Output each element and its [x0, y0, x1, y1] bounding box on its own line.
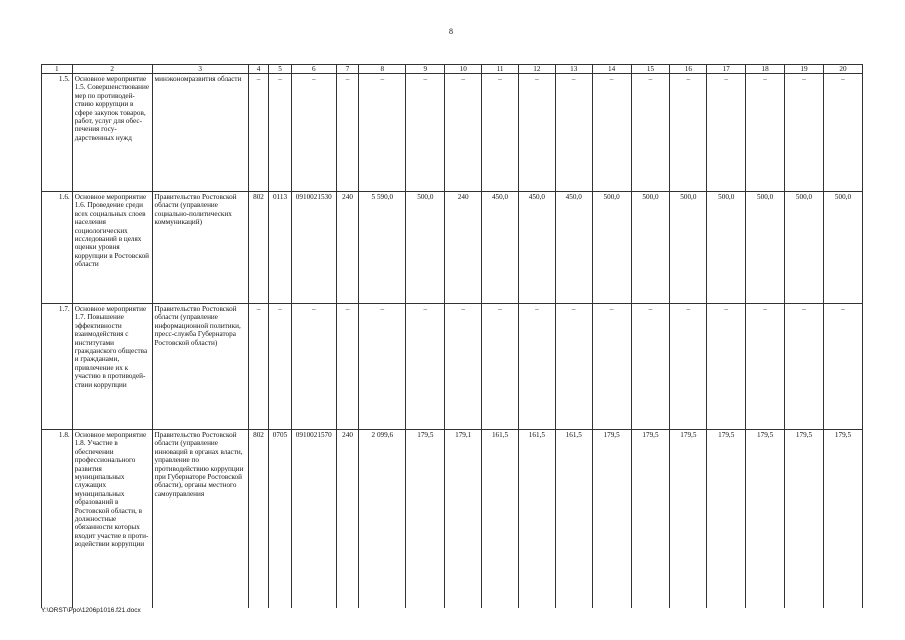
row-number: 1.7. [42, 304, 73, 430]
budget-table [41, 64, 863, 608]
value-cell: – [406, 74, 445, 192]
column-number-17: 17 [707, 65, 746, 74]
value-cell: – [336, 304, 359, 430]
page-number: 8 [449, 27, 453, 36]
column-number-10: 10 [445, 65, 482, 74]
value-cell: – [482, 304, 519, 430]
value-cell: – [518, 74, 555, 192]
responsible-executor: Правительство Ростовской области (управление информационной политики, пресс-служба Губернатора Ростовской области) [152, 304, 248, 430]
table-row [42, 74, 863, 192]
value-cell: 240 [336, 192, 359, 304]
column-number-6: 6 [291, 65, 336, 74]
value-cell: – [336, 74, 359, 192]
value-cell: 179,5 [823, 430, 862, 608]
responsible-executor: минэкономразвития области [152, 74, 248, 192]
column-number-9: 9 [406, 65, 445, 74]
value-cell: – [631, 74, 670, 192]
value-cell: – [670, 304, 707, 430]
value-cell: 5 590,0 [359, 192, 406, 304]
value-cell: 450,0 [482, 192, 519, 304]
column-number-11: 11 [482, 65, 519, 74]
value-cell: 500,0 [707, 192, 746, 304]
column-number-13: 13 [555, 65, 592, 74]
value-cell: 500,0 [406, 192, 445, 304]
column-number-4: 4 [248, 65, 268, 74]
value-cell: 179,5 [406, 430, 445, 608]
column-number-2: 2 [72, 65, 152, 74]
value-cell: 500,0 [670, 192, 707, 304]
value-cell: 0910021530 [291, 192, 336, 304]
value-cell: 179,5 [670, 430, 707, 608]
value-cell: – [746, 304, 785, 430]
file-path-footer: Y:\ORST\Ppo\1206p1016.f21.docx [41, 607, 141, 614]
row-number: 1.5. [42, 74, 73, 192]
value-cell: 802 [248, 192, 268, 304]
header-row [42, 65, 863, 74]
column-number-5: 5 [269, 65, 292, 74]
column-number-12: 12 [518, 65, 555, 74]
value-cell: 2 099,6 [359, 430, 406, 608]
responsible-executor: Правительство Ростовской области (управление социально-политических коммуникаций) [152, 192, 248, 304]
responsible-executor: Правительство Ростовской области (управление инноваций в органах власти, управление по противодействию коррупции при Губернаторе Ростовской области), органы местного самоуправления [152, 430, 248, 608]
value-cell: – [785, 74, 824, 192]
value-cell: – [785, 304, 824, 430]
value-cell: 161,5 [555, 430, 592, 608]
value-cell: 0910021570 [291, 430, 336, 608]
activity-name: Основное мероприятие 1.8. Участие в обеспечении профессионального развития муниципальных служащих муниципальных образований в Ростовской области, в должностные обязанности которых входит участие в противодействии коррупции [72, 430, 152, 608]
value-cell: – [670, 74, 707, 192]
value-cell: – [359, 74, 406, 192]
value-cell: 500,0 [746, 192, 785, 304]
value-cell: 179,1 [445, 430, 482, 608]
column-number-15: 15 [631, 65, 670, 74]
value-cell: – [406, 304, 445, 430]
value-cell: 0705 [269, 430, 292, 608]
value-cell: 179,5 [631, 430, 670, 608]
value-cell: – [269, 304, 292, 430]
activity-name: Основное мероприятие 1.5. Совершенствование мер по противодействию коррупции в сфере закупок товаров, работ, услуг для обеспечения государственных нужд [72, 74, 152, 192]
table-row [42, 430, 863, 608]
value-cell: 450,0 [555, 192, 592, 304]
value-cell: – [359, 304, 406, 430]
column-number-3: 3 [152, 65, 248, 74]
value-cell: 161,5 [518, 430, 555, 608]
value-cell: – [291, 74, 336, 192]
value-cell: 500,0 [592, 192, 631, 304]
table-row [42, 304, 863, 430]
value-cell: – [269, 74, 292, 192]
value-cell: 179,5 [785, 430, 824, 608]
activity-name: Основное мероприятие 1.6. Проведение среди всех социальных слоев населения социологических исследований в целях оценки уровня коррупции в Ростовской области [72, 192, 152, 304]
value-cell: – [631, 304, 670, 430]
row-number: 1.8. [42, 430, 73, 608]
value-cell: – [592, 304, 631, 430]
value-cell: 179,5 [592, 430, 631, 608]
table-row [42, 192, 863, 304]
value-cell: – [707, 304, 746, 430]
column-number-1: 1 [42, 65, 73, 74]
activity-name: Основное мероприятие 1.7. Повышение эффективности взаимодействия с институтами гражданского общества и гражданами, привлечение их к участию в противодействии коррупции [72, 304, 152, 430]
value-cell: – [555, 74, 592, 192]
value-cell: – [445, 304, 482, 430]
column-number-16: 16 [670, 65, 707, 74]
value-cell: 161,5 [482, 430, 519, 608]
column-number-20: 20 [823, 65, 862, 74]
value-cell: – [248, 74, 268, 192]
value-cell: – [518, 304, 555, 430]
column-number-19: 19 [785, 65, 824, 74]
value-cell: – [555, 304, 592, 430]
row-number: 1.6. [42, 192, 73, 304]
value-cell: – [482, 74, 519, 192]
value-cell: – [445, 74, 482, 192]
value-cell: 802 [248, 430, 268, 608]
value-cell: – [823, 304, 862, 430]
value-cell: 500,0 [631, 192, 670, 304]
value-cell: – [248, 304, 268, 430]
value-cell: 240 [336, 430, 359, 608]
value-cell: 179,5 [746, 430, 785, 608]
column-number-18: 18 [746, 65, 785, 74]
value-cell: – [592, 74, 631, 192]
column-number-14: 14 [592, 65, 631, 74]
value-cell: – [746, 74, 785, 192]
value-cell: 500,0 [785, 192, 824, 304]
value-cell: 450,0 [518, 192, 555, 304]
value-cell: 500,0 [823, 192, 862, 304]
value-cell: – [291, 304, 336, 430]
value-cell: 0113 [269, 192, 292, 304]
value-cell: – [823, 74, 862, 192]
value-cell: 240 [445, 192, 482, 304]
column-number-8: 8 [359, 65, 406, 74]
value-cell: 179,5 [707, 430, 746, 608]
column-number-7: 7 [336, 65, 359, 74]
value-cell: – [707, 74, 746, 192]
